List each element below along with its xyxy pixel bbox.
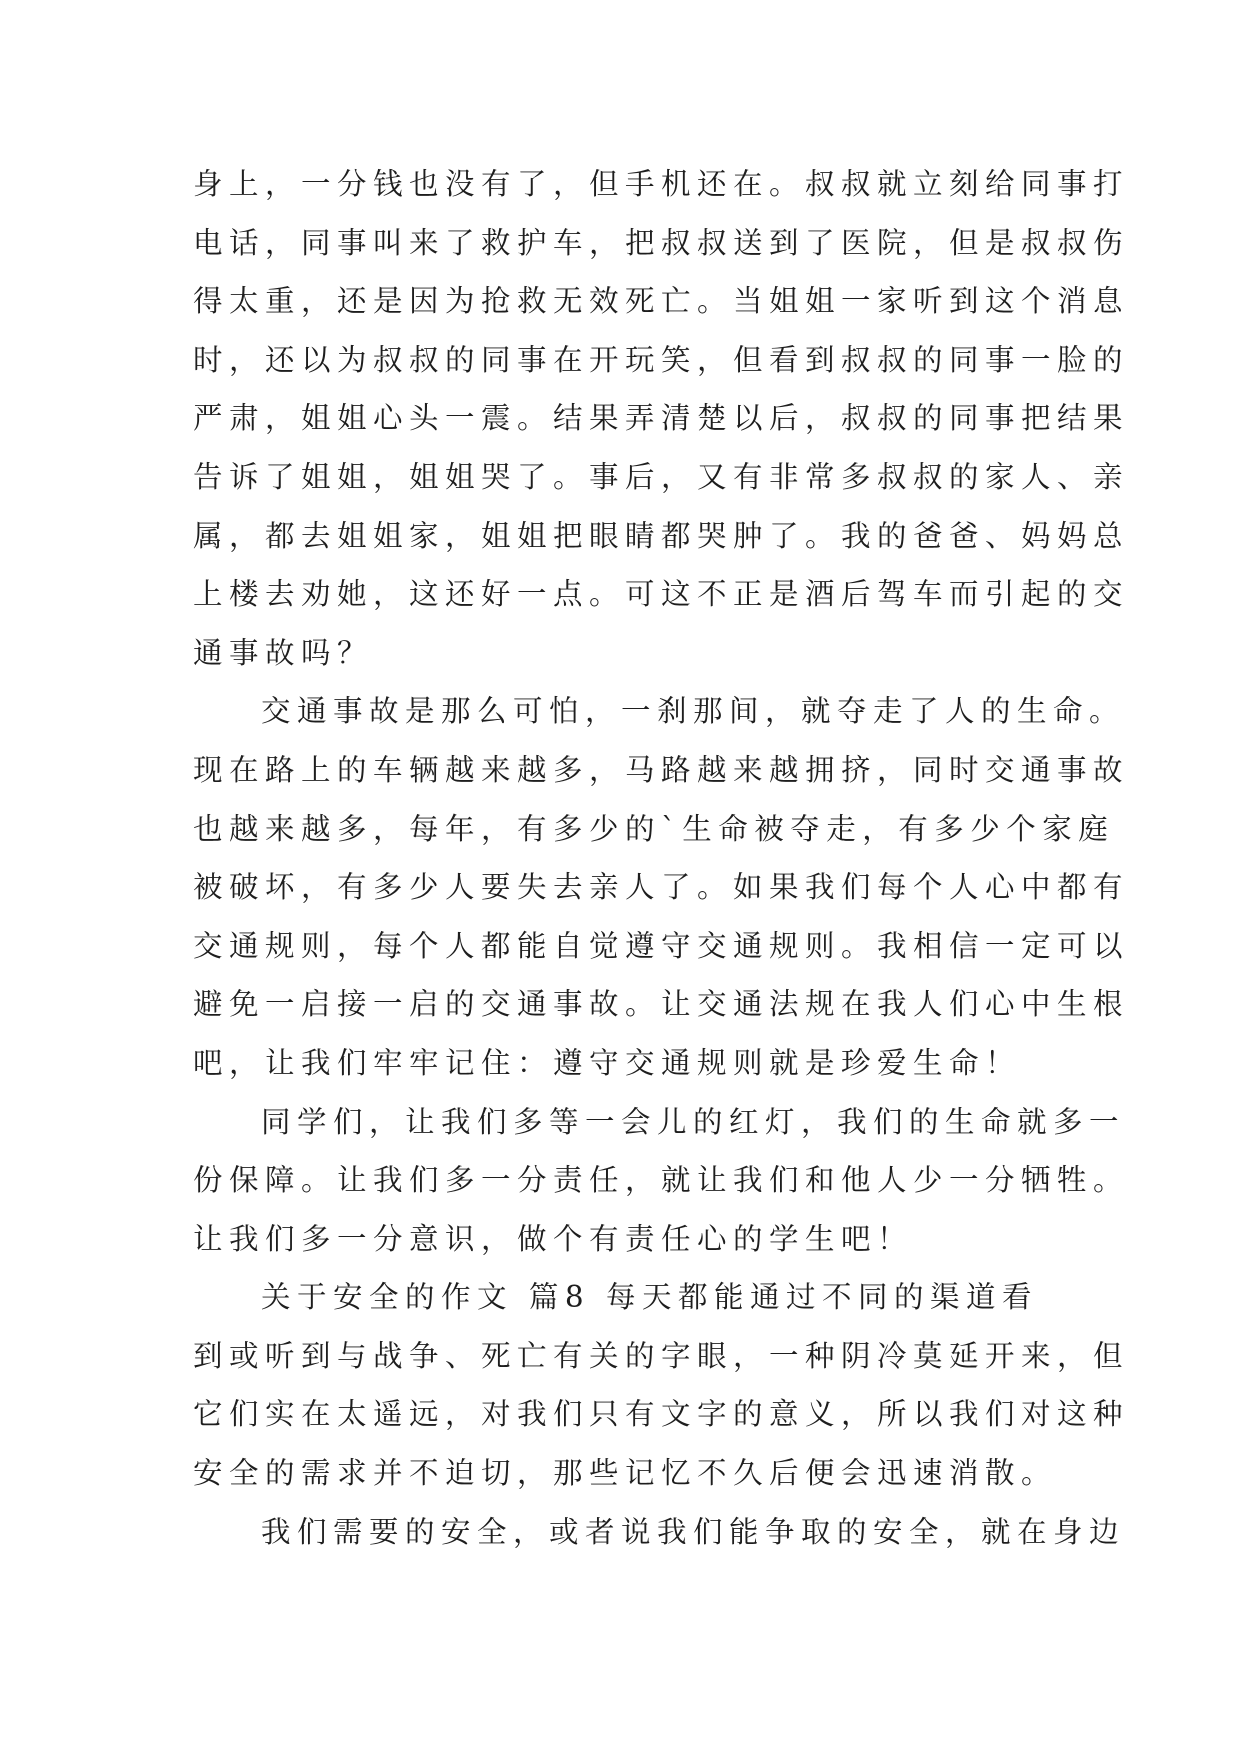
text-line: 也越来越多，每年，有多少的`生命被夺走，有多少个家庭 (193, 811, 1115, 846)
text-line: 份保障。让我们多一分责任，就让我们和他人少一分牺牲。 (193, 1163, 1130, 1198)
paragraph-start-line: 我们需要的安全，或者说我们能争取的安全，就在身边 (261, 1514, 1126, 1549)
text-line: 上楼去劝她，这还好一点。可这不正是酒后驾车而引起的交 (193, 577, 1130, 612)
text-line: 通事故吗？ (193, 635, 374, 670)
section-heading-line: 关于安全的作文 篇8 每天都能通过不同的渠道看 (261, 1280, 1039, 1315)
paragraph-start-line: 交通事故是那么可怕，一刹那间，就夺走了人的生命。 (261, 694, 1126, 729)
text-line: 被破坏，有多少人要失去亲人了。如果我们每个人心中都有 (193, 870, 1130, 905)
text-line: 时，还以为叔叔的同事在开玩笑，但看到叔叔的同事一脸的 (193, 342, 1130, 377)
text-line: 避免一启接一启的交通事故。让交通法规在我人们心中生根 (193, 987, 1130, 1022)
text-line: 严肃，姐姐心头一震。结果弄清楚以后，叔叔的同事把结果 (193, 401, 1130, 436)
text-line: 让我们多一分意识，做个有责任心的学生吧！ (193, 1221, 914, 1256)
text-line: 到或听到与战争、死亡有关的字眼，一种阴冷莫延开来，但 (193, 1338, 1130, 1373)
paragraph-start-line: 同学们，让我们多等一会儿的红灯，我们的生命就多一 (261, 1104, 1126, 1139)
text-line: 告诉了姐姐，姐姐哭了。事后，又有非常多叔叔的家人、亲 (193, 459, 1130, 494)
document-body (193, 155, 1130, 1561)
text-line: 属，都去姐姐家，姐姐把眼睛都哭肿了。我的爸爸、妈妈总 (193, 518, 1130, 553)
text-line: 安全的需求并不迫切，那些记忆不久后便会迅速消散。 (193, 1456, 1058, 1491)
text-line: 身上，一分钱也没有了，但手机还在。叔叔就立刻给同事打 (193, 167, 1130, 201)
text-line: 得太重，还是因为抢救无效死亡。当姐姐一家听到这个消息 (193, 284, 1130, 319)
text-line: 吧，让我们牢牢记住：遵守交通规则就是珍爱生命！ (193, 1045, 1022, 1080)
text-line: 电话，同事叫来了救护车，把叔叔送到了医院，但是叔叔伤 (193, 225, 1130, 260)
text-line: 交通规则，每个人都能自觉遵守交通规则。我相信一定可以 (193, 928, 1130, 963)
text-line: 现在路上的车辆越来越多，马路越来越拥挤，同时交通事故 (193, 752, 1130, 787)
text-line: 它们实在太遥远，对我们只有文字的意义，所以我们对这种 (193, 1397, 1130, 1432)
